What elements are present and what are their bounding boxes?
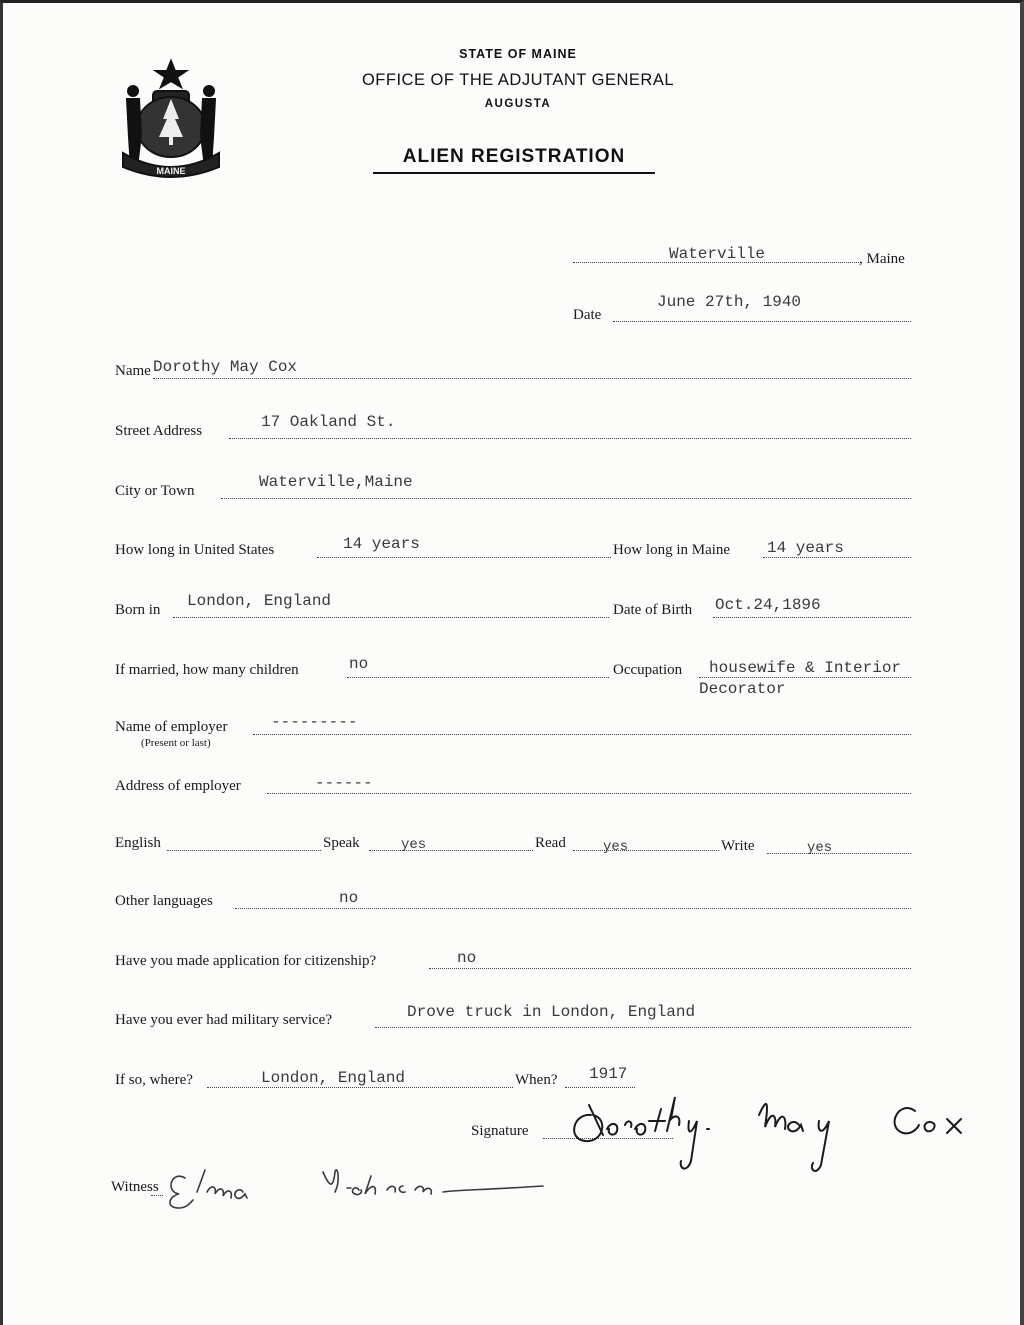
born-in-value: London, England: [187, 592, 332, 610]
place-value: Waterville: [669, 245, 766, 263]
read-label: Read: [535, 835, 566, 851]
street-label: Street Address: [115, 423, 203, 439]
born-in-label: Born in: [115, 602, 161, 618]
how-long-us-label: How long in United States: [115, 542, 275, 558]
write-line: [767, 853, 911, 854]
citizenship-label: Have you made application for citizenship?: [115, 953, 377, 969]
children-value: no: [349, 655, 369, 673]
citizenship-value: no: [457, 949, 477, 967]
speak-label: Speak: [323, 835, 360, 851]
when-value: 1917: [589, 1065, 628, 1083]
date-value: June 27th, 1940: [657, 293, 802, 311]
employer-value: ---------: [271, 713, 358, 731]
employer-address-value: ------: [315, 774, 373, 792]
employer-address-line: [267, 793, 911, 794]
occupation-value: housewife & Interior: [709, 659, 902, 677]
where-line: [207, 1087, 513, 1088]
signature-label: Signature: [471, 1123, 529, 1139]
when-label: When?: [515, 1072, 558, 1088]
military-line: [375, 1027, 911, 1028]
form-title: ALIEN REGISTRATION: [373, 146, 655, 174]
read-value: yes: [603, 839, 629, 855]
street-value: 17 Oakland St.: [261, 413, 396, 431]
office-heading: OFFICE OF THE ADJUTANT GENERAL: [361, 71, 675, 89]
military-label: Have you ever had military service?: [115, 1012, 332, 1028]
born-in-line: [173, 617, 609, 618]
occupation-value-line2: Decorator: [699, 680, 786, 698]
city-heading: AUGUSTA: [484, 98, 552, 110]
how-long-maine-label: How long in Maine: [613, 542, 731, 558]
witness-label: Witness: [111, 1179, 159, 1195]
name-line: [153, 378, 911, 379]
write-value: yes: [807, 840, 833, 856]
date-label: Date: [573, 307, 602, 323]
where-value: London, England: [261, 1069, 406, 1087]
city-label: City or Town: [115, 483, 195, 499]
date-line: [613, 321, 911, 322]
how-long-us-line: [317, 557, 611, 558]
where-label: If so, where?: [115, 1072, 193, 1088]
english-label: English: [115, 835, 161, 851]
witness-signature-image: [163, 1158, 553, 1213]
occupation-label: Occupation: [613, 662, 683, 678]
employer-sublabel: (Present or last): [141, 737, 211, 749]
dob-label: Date of Birth: [613, 602, 693, 618]
children-label: If married, how many children: [115, 662, 299, 678]
state-heading: STATE OF MAINE: [459, 47, 577, 61]
speak-value: yes: [401, 837, 427, 853]
seal-banner-text: MAINE: [156, 166, 186, 176]
employer-address-label: Address of employer: [115, 778, 241, 794]
how-long-us-value: 14 years: [343, 535, 420, 553]
military-value: Drove truck in London, England: [407, 1003, 696, 1021]
citizenship-line: [429, 968, 911, 969]
occupation-line: [699, 677, 911, 678]
how-long-maine-value: 14 years: [767, 539, 844, 557]
other-languages-line: [235, 908, 911, 909]
city-value: Waterville,Maine: [259, 473, 413, 491]
children-line: [347, 677, 609, 678]
speak-line: [369, 850, 533, 851]
dob-value: Oct.24,1896: [715, 596, 821, 614]
dob-line: [713, 617, 911, 618]
other-languages-label: Other languages: [115, 893, 213, 909]
name-value: Dorothy May Cox: [153, 358, 298, 376]
other-languages-value: no: [339, 889, 359, 907]
employer-line: [253, 734, 911, 735]
maine-state-seal: [115, 57, 227, 187]
employer-label: Name of employer: [115, 719, 228, 735]
how-long-maine-line: [763, 557, 911, 558]
signature-image: [563, 1085, 973, 1175]
write-label: Write: [721, 838, 755, 854]
place-suffix: , Maine: [859, 251, 905, 267]
witness-line: [151, 1195, 163, 1196]
name-label: Name: [115, 363, 151, 379]
read-line: [573, 850, 719, 851]
street-line: [229, 438, 911, 439]
city-line: [221, 498, 911, 499]
english-line: [167, 850, 321, 851]
